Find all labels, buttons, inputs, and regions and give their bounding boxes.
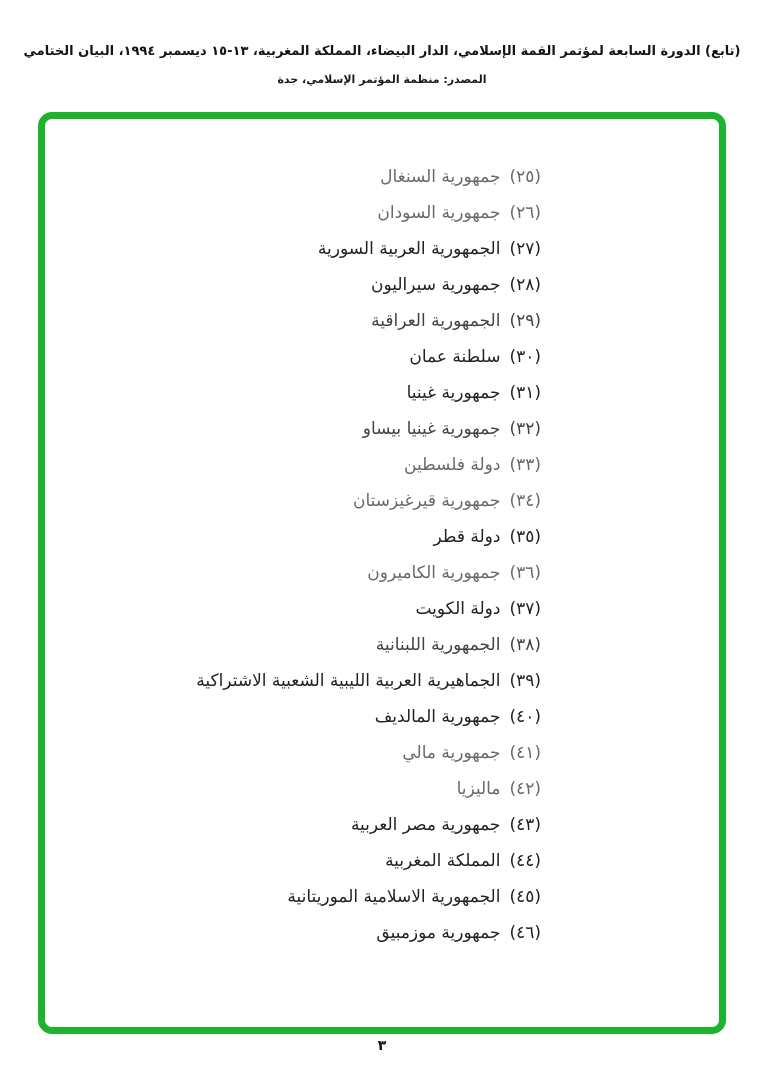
list-item-name: جمهورية قيرغيزستان [352,491,501,511]
list-item [55,807,541,843]
list-item [55,555,541,591]
list-item-number: (٤٣) [509,815,541,835]
list-item-name: جمهورية مالي [402,743,501,763]
list-item-name: جمهورية الكاميرون [367,563,501,583]
list-item-name: جمهورية غينيا بيساو [362,419,501,439]
list-item-number: (٤٠) [509,707,541,727]
list-item-number: (٢٨) [509,275,541,295]
list-item [55,159,541,195]
list-item-number: (٣١) [509,383,541,403]
list-item [55,591,541,627]
list-item-name: المملكة المغربية [385,851,501,871]
list-item-number: (٣٢) [509,419,541,439]
list-item [55,699,541,735]
list-item-number: (٢٧) [509,239,541,259]
list-item-name: جمهورية السنغال [380,167,501,187]
list-item-name: دولة قطر [433,527,501,547]
list-item [55,447,541,483]
country-list [55,159,541,951]
list-item-number: (٣٩) [509,671,541,691]
list-item [55,411,541,447]
list-item-number: (٣٦) [509,563,541,583]
list-item [55,375,541,411]
list-item-number: (٣٨) [509,635,541,655]
list-item-name: دولة الكويت [415,599,501,619]
list-item-number: (٣٠) [509,347,541,367]
list-item-name: الجماهيرية العربية الليبية الشعبية الاشتراكية [196,671,501,691]
list-item-name: الجمهورية الاسلامية الموريتانية [287,887,501,907]
page-number: ٣ [377,1038,387,1054]
document-header-title: (تابع) الدورة السابعة لمؤتمر القمة الإسلامي، الدار البيضاء، المملكة المغربية، ١٣-١٥ ديسمبر ١٩٩٤، البيان الختامي [23,44,741,59]
list-item-name: الجمهورية العربية السورية [317,239,501,259]
list-item [55,483,541,519]
list-item [55,519,541,555]
list-item [55,915,541,951]
list-item-name: ماليزيا [456,779,501,799]
list-item-name: الجمهورية العراقية [371,311,501,331]
list-item-number: (٤١) [509,743,541,763]
list-item-number: (٣٥) [509,527,541,547]
list-item [55,843,541,879]
list-item-name: جمهورية المالديف [374,707,501,727]
list-item-name: الجمهورية اللبنانية [375,635,501,655]
list-item-name: جمهورية غينيا [406,383,501,403]
list-item [55,339,541,375]
list-item [55,195,541,231]
list-item-number: (٤٤) [509,851,541,871]
list-item-number: (٢٥) [509,167,541,187]
list-item-number: (٢٩) [509,311,541,331]
list-item [55,627,541,663]
list-item-number: (٤٦) [509,923,541,943]
list-item-number: (٤٥) [509,887,541,907]
list-item-number: (٣٣) [509,455,541,475]
list-item-name: دولة فلسطين [404,455,501,475]
list-item-name: سلطنة عمان [409,347,501,367]
list-item [55,303,541,339]
list-item [55,879,541,915]
list-item-number: (٣٧) [509,599,541,619]
list-item [55,735,541,771]
list-item-number: (٣٤) [509,491,541,511]
list-item-number: (٢٦) [509,203,541,223]
list-item-name: جمهورية السودان [377,203,501,223]
list-item-name: جمهورية موزمبيق [376,923,501,943]
list-item [55,231,541,267]
list-item [55,663,541,699]
list-item-name: جمهورية سيراليون [370,275,501,295]
list-item [55,267,541,303]
country-list-frame [38,112,726,1034]
document-source-line: المصدر: منظمة المؤتمر الإسلامي، جدة [277,73,487,86]
list-item-name: جمهورية مصر العربية [350,815,501,835]
list-item [55,771,541,807]
list-item-number: (٤٢) [509,779,541,799]
